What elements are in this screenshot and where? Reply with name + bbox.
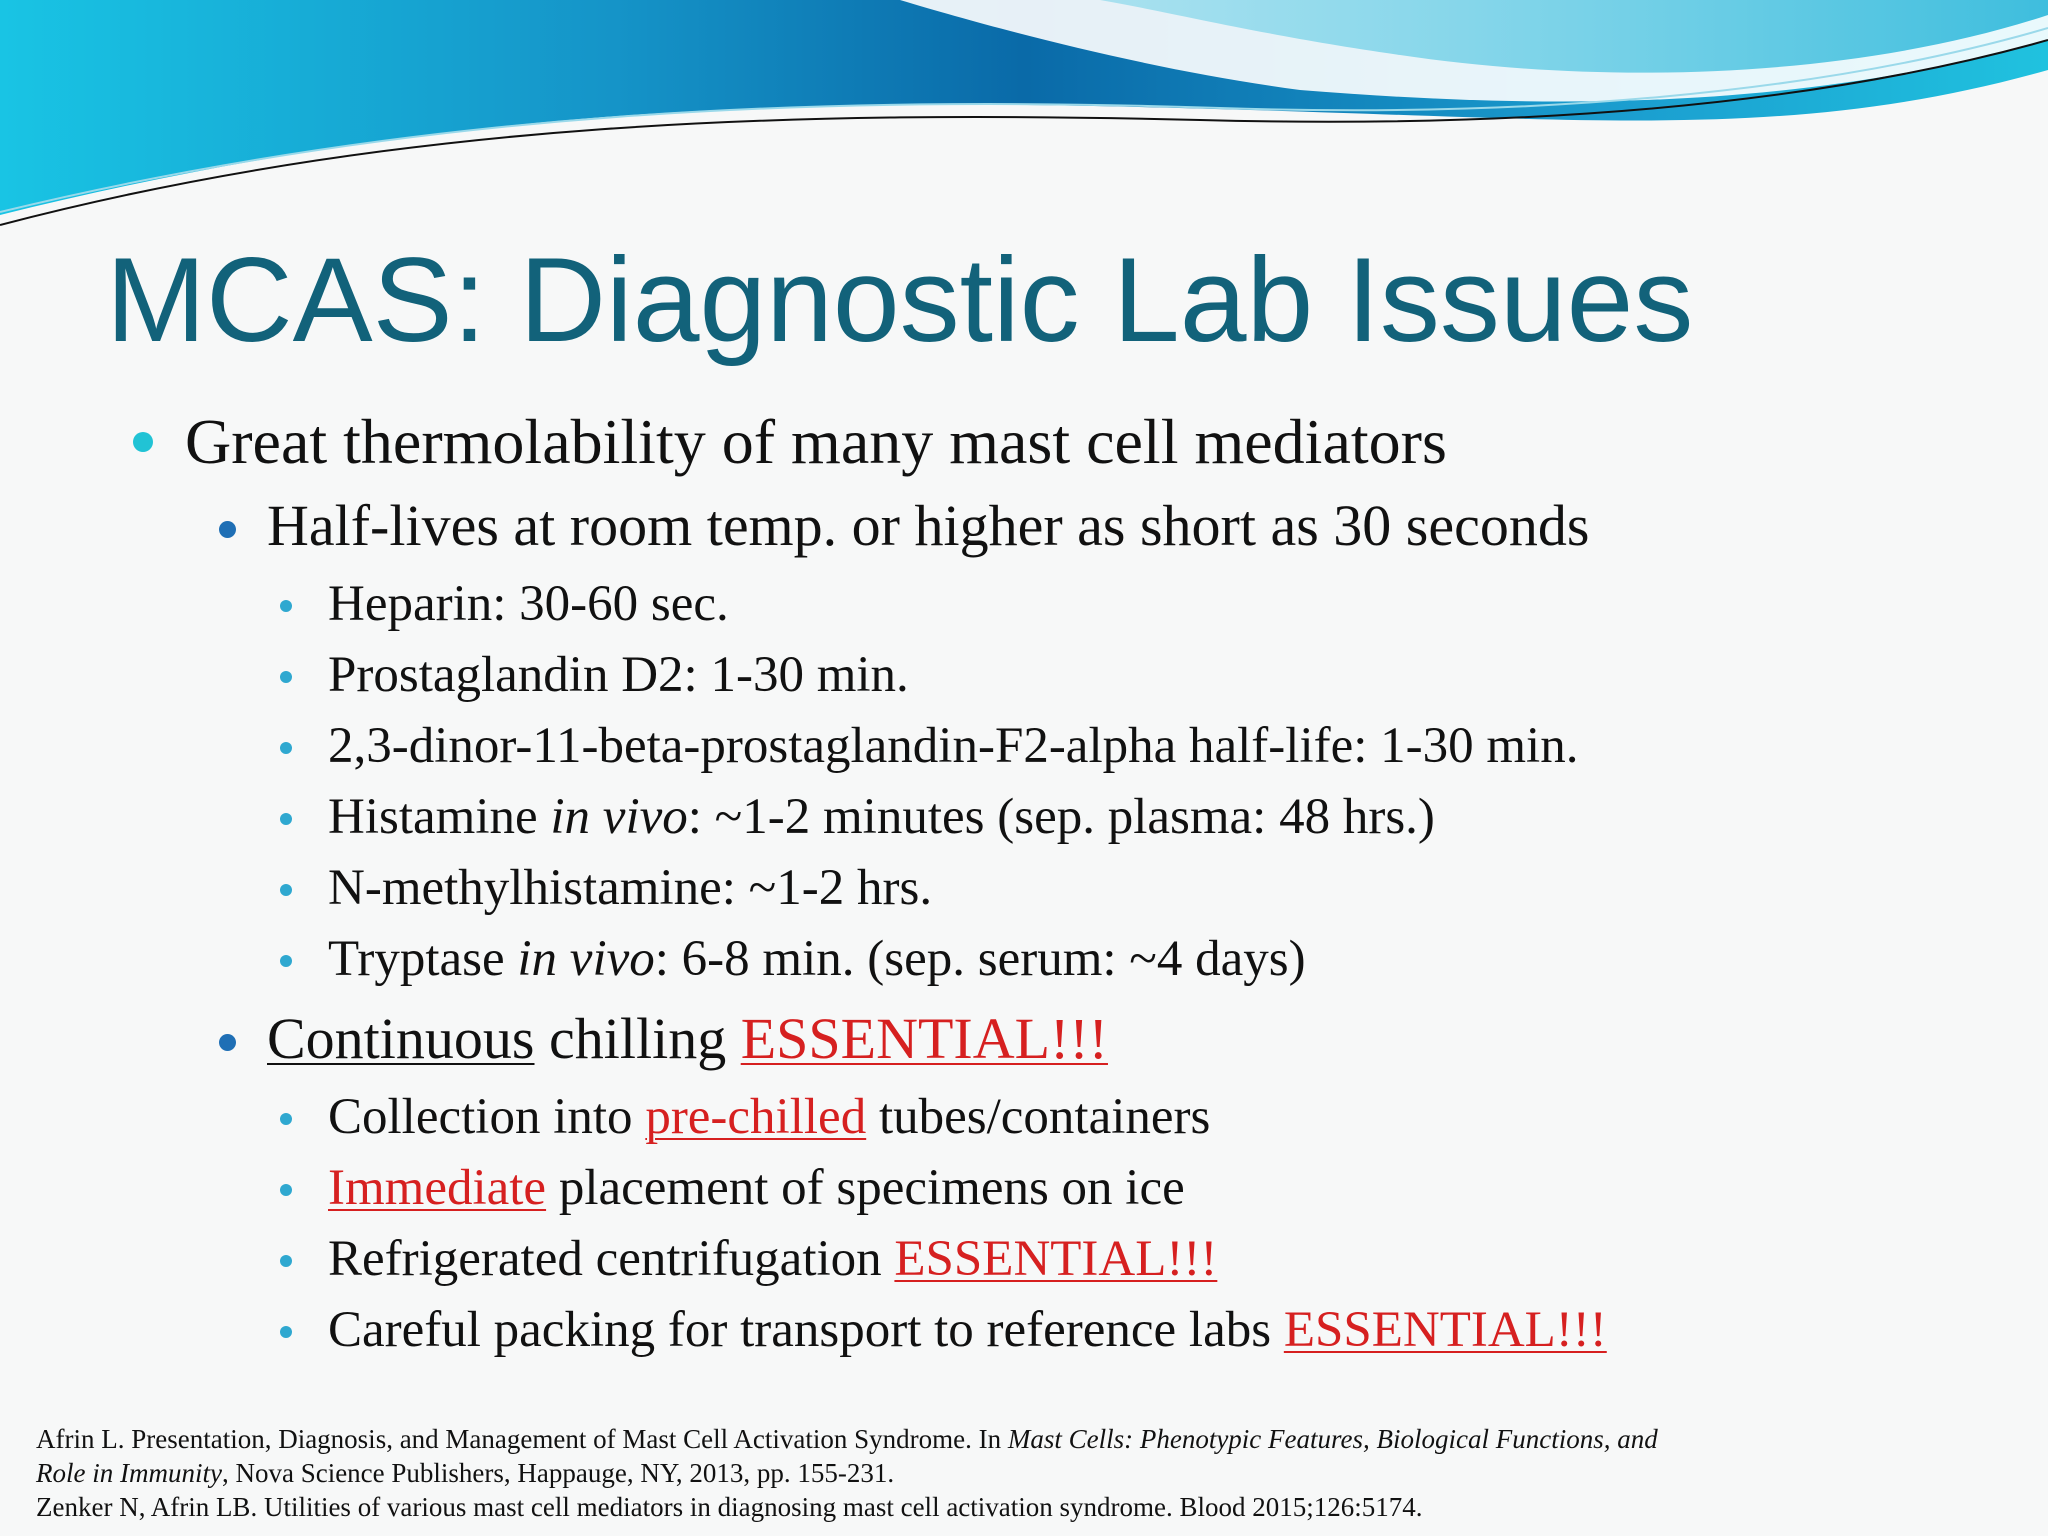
references [36,1422,2026,1524]
item-n-methylhistamine: N-methylhistamine: ~1-2 hrs. [328,860,933,916]
item-histamine: Histamine in vivo: ~1-2 minutes (sep. plasma: 48 hrs.) [328,789,1435,845]
bullet-dot [133,432,153,452]
bullet-dot [280,884,292,896]
item-heparin: Heparin: 30-60 sec. [328,576,729,632]
bullet-dot [280,1184,292,1196]
item-immediate-placement: Immediate placement of specimens on ice [328,1160,1185,1216]
bullet-dot [280,1113,292,1125]
item-prostaglandin-d2: Prostaglandin D2: 1-30 min. [328,647,909,703]
bullet-dot [219,521,236,538]
item-tryptase: Tryptase in vivo: 6-8 min. (sep. serum: ~4 days) [328,931,1306,987]
header-wave-decoration [0,0,2048,260]
slide-title: MCAS: Diagnostic Lab Issues [106,233,1694,367]
item-careful-packing: Careful packing for transport to reference labs ESSENTIAL!!! [328,1302,1607,1358]
bullet-dot [280,671,292,683]
item-refrigerated-centrifugation: Refrigerated centrifugation ESSENTIAL!!! [328,1231,1218,1287]
bullet-dot [280,813,292,825]
bullet-continuous-chilling: Continuous chilling ESSENTIAL!!! [267,1006,1108,1071]
reference-afrin-2013: Afrin L. Presentation, Diagnosis, and Management of Mast Cell Activation Syndrome. In Mast Cells: Phenotypic Features, Biological Functions, and Role in Immunity, Nova Science Publishers, Happauge, NY, 2013, pp. 155-231. [36,1424,1658,1488]
bullet-dot [219,1034,236,1051]
bullet-thermolability: Great thermolability of many mast cell mediators [185,406,1447,477]
reference-zenker-2015: Zenker N, Afrin LB. Utilities of various mast cell mediators in diagnosing mast cell activation syndrome. Blood 2015;126:5174. [36,1492,1423,1522]
bullet-dot [280,1326,292,1338]
item-collection: Collection into pre-chilled tubes/containers [328,1089,1211,1145]
item-dinor-prostaglandin: 2,3-dinor-11-beta-prostaglandin-F2-alpha half-life: 1-30 min. [328,718,1579,774]
bullet-dot [280,742,292,754]
bullet-dot [280,600,292,612]
bullet-dot [280,1255,292,1267]
bullet-half-lives: Half-lives at room temp. or higher as short as 30 seconds [267,493,1590,558]
bullet-dot [280,955,292,967]
